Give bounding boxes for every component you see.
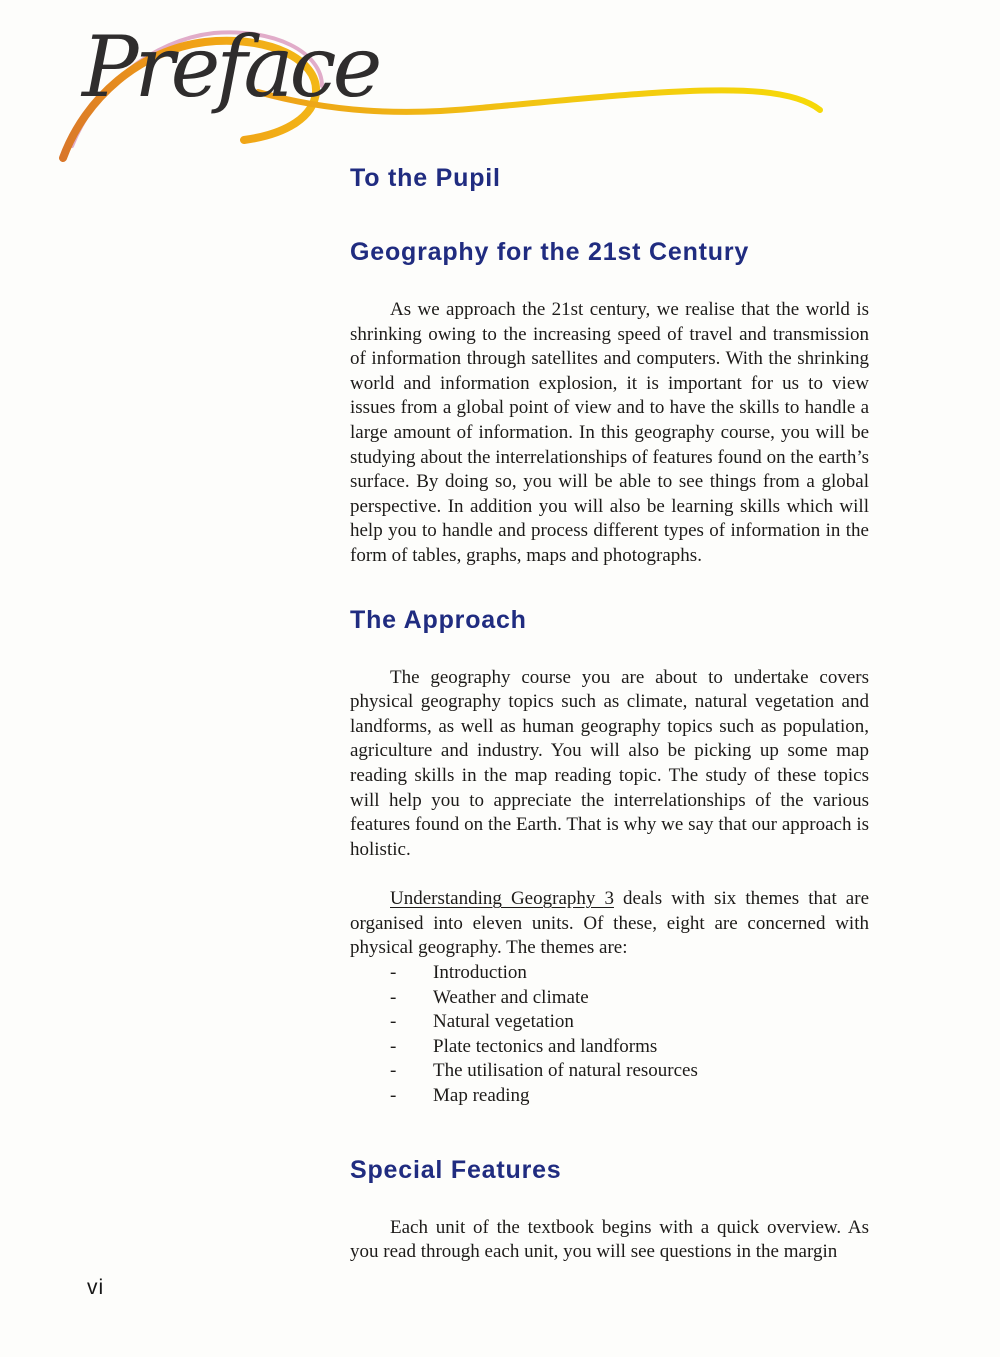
themes-list <box>350 961 869 1109</box>
heading-to-the-pupil: To the Pupil <box>350 164 501 192</box>
approach-paragraph-2-rest: deals with six themes that are organised into eleven units. Of these, eight are concerned with physical geography. The themes are: <box>350 888 870 959</box>
content-column <box>350 163 869 1265</box>
book-title: Understanding Geography 3 <box>390 888 614 910</box>
list-dash: - <box>390 1035 397 1057</box>
list-dash: - <box>390 1060 397 1082</box>
heading-the-approach: The Approach <box>350 605 527 634</box>
list-dash: - <box>390 962 397 984</box>
list-item <box>350 961 869 986</box>
list-item <box>350 986 869 1011</box>
list-item-label: Weather and climate <box>433 986 589 1008</box>
century-paragraph: As we approach the 21st century, we realise that the world is shrinking owing to the increasing speed of travel and transmission of information through satellites and computers. With the shrinking world and information explosion, it is important for us to view issues from a global point of view and to have the skills to handle a large amount of information. In this geography course, you will be studying about the interrelationships of features found on the earth’s surface. By doing so, you will be able to see things from a global perspective. In addition you will also be learning skills which will help you to handle and process different types of information in the form of tables, graphs, maps and photographs. <box>350 299 869 566</box>
list-item <box>350 1084 869 1109</box>
list-item <box>350 1010 869 1035</box>
list-dash: - <box>390 1085 397 1107</box>
list-item-label: Natural vegetation <box>433 1011 574 1033</box>
preface-header <box>0 0 1000 175</box>
heading-special-features: Special Features <box>350 1155 562 1184</box>
list-item <box>350 1059 869 1084</box>
list-item <box>350 1035 869 1060</box>
list-item-label: Map reading <box>433 1085 530 1107</box>
list-item-label: Plate tectonics and landforms <box>433 1035 658 1057</box>
list-dash: - <box>390 1011 397 1033</box>
page-title: Preface <box>82 18 379 116</box>
list-item-label: The utilisation of natural resources <box>433 1060 698 1082</box>
list-dash: - <box>390 986 397 1008</box>
special-features-paragraph: Each unit of the textbook begins with a quick overview. As you read through each unit, you will see questions in the margin <box>350 1216 869 1263</box>
approach-paragraph-1: The geography course you are about to undertake covers physical geography topics such as climate, natural vegetation and landforms, as well as human geography topics such as population, agriculture and industry. You will also be picking up some map reading skills in the map reading topic. The study of these topics will help you to appreciate the interrelationships of the various features found on the Earth. That is why we say that our approach is holistic. <box>350 666 869 860</box>
list-item-label: Introduction <box>433 962 527 984</box>
heading-geography-21st-century: Geography for the 21st Century <box>350 238 750 266</box>
page-number: vi <box>87 1276 105 1299</box>
approach-paragraph-2 <box>350 887 869 961</box>
